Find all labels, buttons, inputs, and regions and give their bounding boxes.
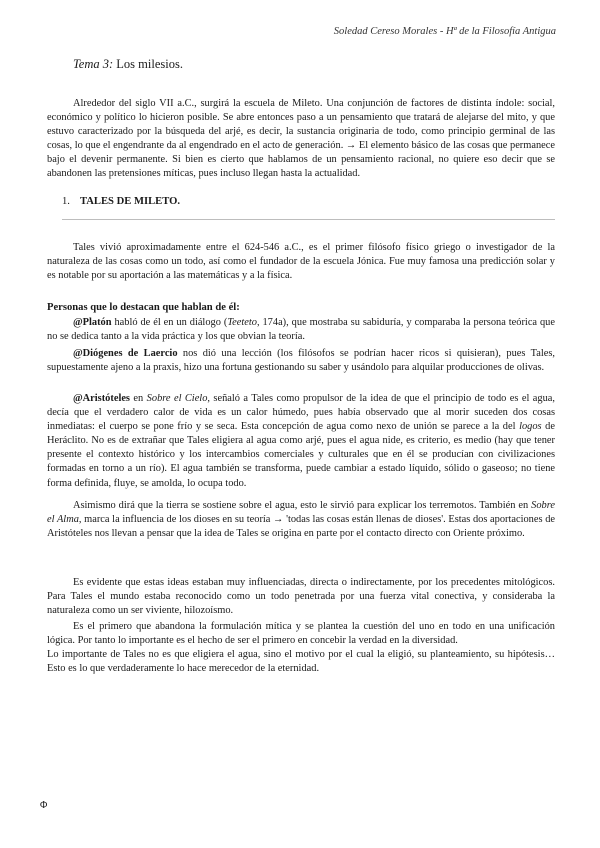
platon-paragraph — [47, 316, 555, 344]
topic-heading — [73, 57, 183, 72]
footer-phi-mark: Φ — [40, 800, 48, 811]
diogenes-name: @Diógenes de Laercio — [73, 348, 178, 359]
aristoteles-work: Sobre el Cielo — [146, 393, 208, 404]
section-title: TALES DE MILETO. — [80, 196, 180, 207]
bio-text: Tales vivió aproximadamente entre el 624-546 a.C., es el primer filósofo físico griego o investigador de la naturaleza de las cosas como un todo, así como el fundador de la escuela Jónica. Fue muy famosa una predicción solar y es notable por su aportación a las matemáticas y a la física. — [47, 242, 555, 282]
aristoteles-text-b: de Heráclito. No es de extrañar que Tales eligiera al agua como arjé, pues el agua nide, es criterio, es medio (hay que tener presente el contexto histórico y los intercambios comerciales y culturales que en él se producían con civilizaciones formadas en torno a un río). El agua también se transforma, puede cambiar a estado líquido, sólido o gaseoso; no tiene forma definida, fluye, se amolda, lo ocupa todo. — [47, 421, 555, 489]
platon-text-b: , 174a), que mostraba su sabiduría, y comparaba la persona teórica que no se dedica tanto a la vida práctica y los que obvian la teoría. — [47, 317, 555, 343]
diogenes-paragraph — [47, 347, 555, 375]
topic-title: Los milesios. — [116, 57, 183, 71]
intro-text: Alrededor del siglo VII a.C., surgirá la escuela de Mileto. Una conjunción de factores de distinta índole: social, económico y político lo hicieron posible. Se abre entonces paso a un pensamiento que tratará de alejarse del mito, y que estuvo caracterizado por la búsqueda del arjé, es decir, la sustancia originaria de todo, como principio germinal de las cosas, lo que el engendrante da al engendrado en el acto de generación. → El elemento básico de las cosas que permanece bajo el devenir permanente. Si bien es cierto que hablamos de un pensamiento racional, no quiere eso decir que se abandonen las pretensiones míticas, pues incluso llegan hasta la actualidad. — [47, 98, 555, 180]
section-divider — [62, 219, 555, 220]
evidente-paragraph — [47, 576, 555, 618]
bio-paragraph — [47, 241, 555, 283]
importante-paragraph — [47, 648, 555, 676]
section-number: 1. — [62, 196, 70, 207]
aristoteles-pre: en — [133, 393, 144, 404]
topic-label: Tema 3: — [73, 57, 114, 71]
asimismo-work: Sobre el Alma — [47, 500, 555, 526]
importante-text: Lo importante de Tales no es que eligiera el agua, sino el motivo por el cual la eligió, su planteamiento, su hipótesis… Esto es lo que verdaderamente lo hace merecedor de la eternidad. — [47, 649, 555, 675]
platon-work: Teeteto — [227, 317, 257, 328]
asimismo-paragraph — [47, 499, 555, 541]
subheading: Personas que lo destacan que hablan de él: — [47, 302, 240, 313]
primero-text: Es el primero que abandona la formulación mítica y se plantea la cuestión del uno en todo en una unificación lógica. Por tanto lo importante es el hecho de ser el primero en concebir la verdad en la diversidad. — [47, 621, 555, 647]
running-header: Soledad Cereso Morales - Hª de la Filosofía Antigua — [333, 26, 556, 37]
section-heading — [62, 196, 180, 207]
intro-paragraph — [47, 97, 555, 182]
asimismo-text-a: Asimismo dirá que la tierra se sostiene sobre el agua, esto le sirvió para explicar los terremotos. También en — [73, 500, 529, 511]
platon-name: @Platón — [73, 317, 112, 328]
aristoteles-text-a: , señaló a Tales como propulsor de la idea de que el principio de todo es el agua, decía que el verdadero calor de vida es un calor húmedo, pues había observado que al morir suceden dos cosas inmediatas: el cuerpo se pone frío y se seca. Esta concepción de agua como nexo de unión se parece a la del — [47, 393, 556, 433]
aristoteles-paragraph — [47, 392, 555, 491]
aristoteles-name: @Aristóteles — [73, 393, 130, 404]
logos-term: logos — [519, 421, 542, 433]
asimismo-text-b: , marca la influencia de los dioses en su teoría → 'todas las cosas están llenas de dioses'. Estas dos aportaciones de Aristóteles nos llevan a pensar que la idea de Tales se origina en parte por el contacto directo con Oriente próximo. — [47, 514, 555, 540]
primero-paragraph — [47, 620, 555, 648]
evidente-text: Es evidente que estas ideas estaban muy influenciadas, directa o indirectamente, por los precedentes mitológicos. Para Tales el mundo estaba reconocido como un todo penetrada por una fuerza vital conectiva, y consideraba la naturaleza como un ser viviente, hilozoísmo. — [47, 577, 555, 617]
diogenes-text: nos dió una lección (los filósofos se podrían hacer ricos si quisieran), pues Tales, supuestamente ajeno a la praxis, hizo una fortuna gestionando su saber y usándolo para alquilar producciones de olivas. — [47, 348, 555, 374]
platon-text-a: habló de él en un diálogo ( — [114, 317, 228, 328]
